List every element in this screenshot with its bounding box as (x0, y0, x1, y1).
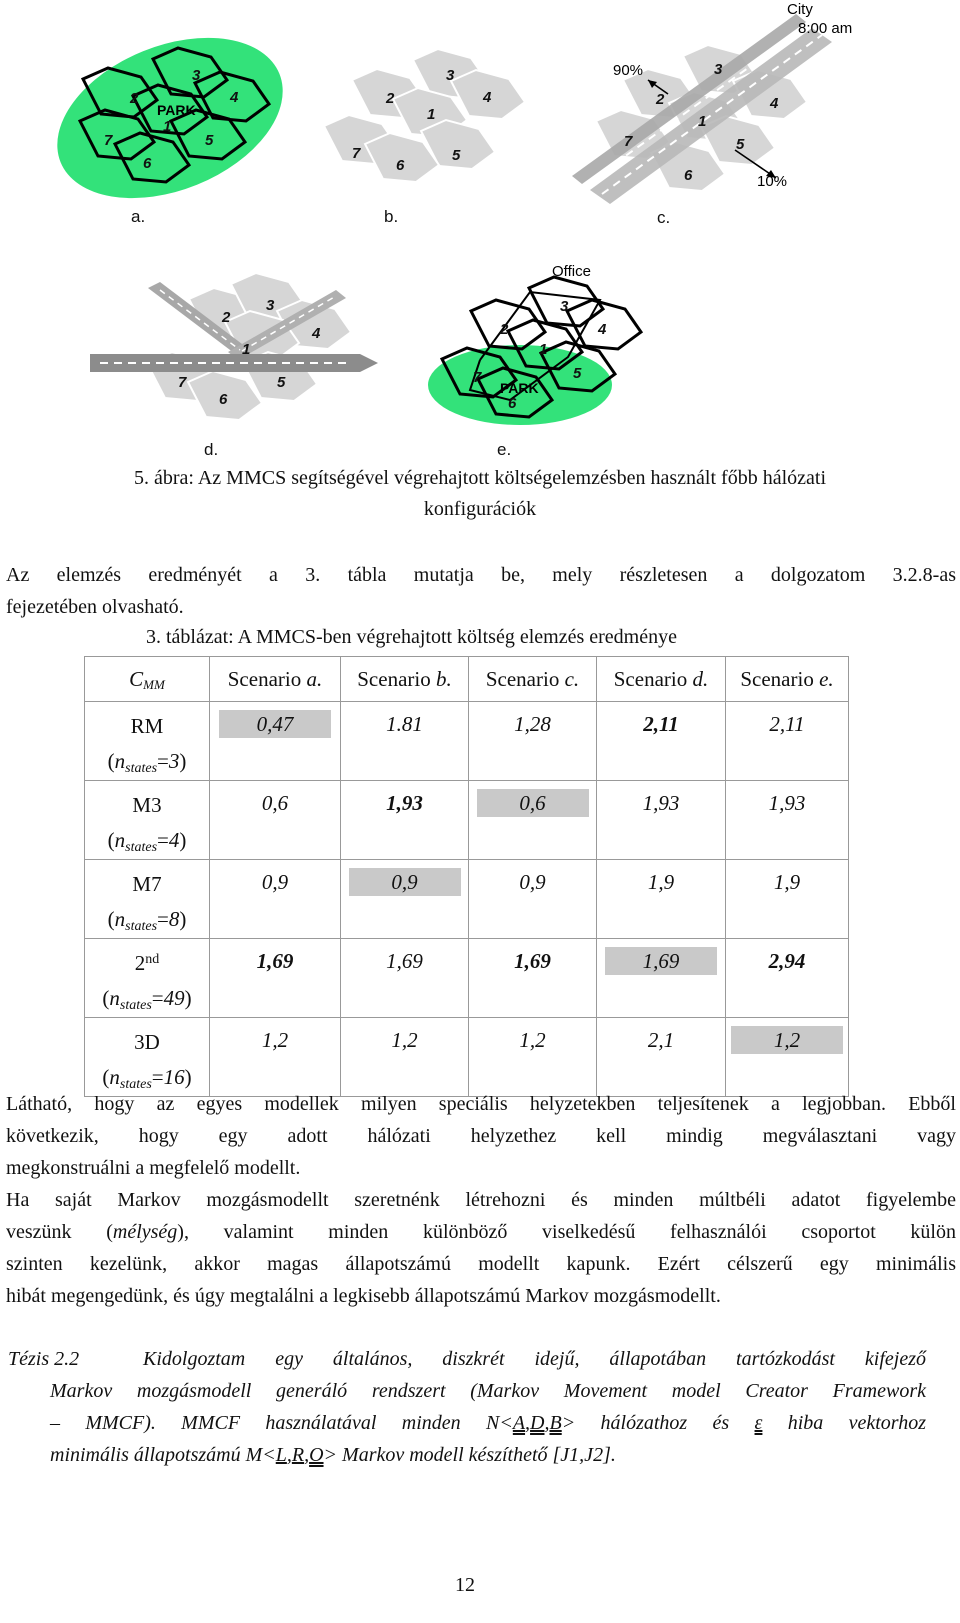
value-cell (597, 860, 726, 939)
symbol-A: A (512, 1412, 526, 1434)
model-label: M7 (132, 872, 162, 896)
cell-number: 1 (698, 113, 707, 130)
best-value: 1,69 (605, 947, 717, 975)
model-label: RM (130, 714, 164, 738)
model-label: M3 (132, 793, 162, 817)
results-table (84, 656, 849, 1097)
value-cell (726, 860, 849, 939)
table-row (85, 702, 849, 781)
value-cell (341, 860, 469, 939)
text-line: szinten kezelünk, akkor magas állapotszámú modellt kapunk. Ezért célszerű egy minimális (6, 1253, 956, 1275)
network-configurations-figure (0, 0, 960, 470)
text-line: következik, hogy egy adott hálózati helyzethez kell mindig megválasztani vagy (6, 1125, 956, 1147)
cost-value: 1,2 (519, 1028, 546, 1052)
cell-number: 2 (130, 90, 139, 107)
cost-value: 2,1 (647, 1028, 675, 1052)
value-cell (341, 781, 469, 860)
value-cell (726, 939, 849, 1018)
model-states: (nstates=8) (107, 907, 187, 934)
cost-value: 1,69 (386, 949, 423, 973)
n-sub: states (125, 761, 158, 776)
value-cell (469, 781, 597, 860)
cell-number: 7 (104, 132, 113, 149)
table-row (85, 1018, 849, 1097)
n-label: n (114, 749, 126, 773)
header-scenario-d (597, 657, 726, 702)
model-states: (nstates=4) (107, 828, 187, 855)
value-cell (469, 939, 597, 1018)
value-cell (210, 939, 341, 1018)
text-span: hiba vektorhoz (787, 1412, 927, 1434)
value-cell (341, 1018, 469, 1097)
best-value: 0,9 (349, 868, 461, 896)
model-cell (85, 702, 210, 781)
cell-number: 1 (427, 106, 436, 123)
panel-label-e: e. (497, 440, 512, 459)
cell-number: 4 (483, 89, 492, 106)
text-line: megkonstruálni a megfelelő modellt. (6, 1157, 301, 1179)
park-label: PARK (500, 380, 539, 396)
cost-value: 0,6 (261, 791, 289, 815)
model-cell (85, 1018, 210, 1097)
panel-a (34, 7, 307, 229)
n-label: n (114, 907, 126, 931)
n-label: n (109, 1065, 120, 1089)
header-scenario-b (341, 657, 469, 702)
table-caption: 3. táblázat: A MMCS-ben végrehajtott költség elemzés eredménye (146, 626, 677, 648)
scenario-prefix: Scenario (227, 666, 302, 691)
value-cell (597, 781, 726, 860)
figure-caption (0, 463, 960, 525)
cell-number: 2 (656, 91, 665, 108)
symbol-R: R (291, 1444, 305, 1466)
text-span: > Markov modell készíthető [J1,J2]. (323, 1444, 616, 1466)
text-line: fejezetében olvasható. (6, 596, 184, 618)
thesis-line: minimális állapotszámú M<L,R,O> Markov modell készíthető [J1,J2]. (50, 1444, 616, 1466)
cost-value: 1,9 (773, 870, 801, 894)
thesis-line: Markov mozgásmodell generáló rendszert (Markov Movement model Creator Framework (50, 1380, 926, 1402)
paragraph-1 (6, 1088, 956, 1184)
cell-number: 3 (192, 67, 201, 84)
cell-number: 4 (312, 325, 321, 342)
cost-value: 2,11 (769, 712, 805, 736)
scenario-id: d. (692, 666, 709, 691)
park-label: PARK (157, 102, 196, 118)
text-span: veszünk ( (6, 1221, 113, 1243)
scenario-id: c. (564, 666, 580, 691)
value-cell (210, 781, 341, 860)
corner-sub: MM (143, 676, 165, 692)
thesis-title: Tézis 2.2 (8, 1348, 80, 1370)
model-cell (85, 860, 210, 939)
cell-number: 1 (242, 341, 251, 358)
cost-value: 1,2 (261, 1028, 289, 1052)
cell-number: 6 (219, 391, 228, 408)
symbol-D: D (530, 1412, 545, 1434)
model-label: 3D (134, 1030, 160, 1054)
value-cell (469, 860, 597, 939)
header-scenario-a (210, 657, 341, 702)
panel-e (428, 263, 641, 425)
scenario-prefix: Scenario (485, 666, 560, 691)
caption-line: konfigurációk (423, 498, 537, 520)
table-row (85, 781, 849, 860)
model-states: (nstates=16) (102, 1065, 192, 1092)
office-label: Office (552, 263, 591, 280)
cell-number: 3 (446, 67, 455, 84)
cost-value: 1,93 (768, 791, 806, 815)
cost-value: 1,28 (514, 712, 551, 736)
model-states: (nstates=3) (107, 749, 187, 776)
model-name (85, 947, 209, 983)
header-scenario-c (469, 657, 597, 702)
panel-label-d: d. (204, 440, 219, 459)
cell-number: 6 (508, 395, 517, 412)
cell-number: 1 (539, 341, 548, 358)
value-cell (469, 1018, 597, 1097)
text-line: hibát megengedünk, és úgy megtalálni a legkisebb állapotszámú Markov mozgásmodellt. (6, 1285, 721, 1307)
cell-number: 5 (573, 365, 582, 382)
table-header-row (85, 657, 849, 702)
symbol-L: L (275, 1444, 287, 1466)
emphasis-depth: mélység (112, 1221, 178, 1243)
cell-number: 5 (277, 374, 286, 391)
n-value: 4 (168, 828, 180, 852)
value-cell (210, 702, 341, 781)
model-cell (85, 781, 210, 860)
cell-number: 2 (386, 90, 395, 107)
cell-number: 3 (560, 298, 569, 315)
n-value: 49 (163, 986, 185, 1010)
panel-label-b: b. (384, 207, 399, 226)
cost-value: 1.81 (386, 712, 423, 736)
text-line (6, 1216, 956, 1248)
model-name (85, 710, 209, 746)
panel-label-c: c. (657, 208, 671, 227)
n-sub: states (119, 1077, 152, 1092)
table-row (85, 939, 849, 1018)
cell-number: 5 (205, 132, 214, 149)
text-span: ), valamint minden különböző viselkedésű felhasználói csoportot külön (177, 1221, 956, 1243)
symbol-epsilon: ε (754, 1412, 763, 1434)
page-number: 12 (455, 1574, 475, 1596)
cell-number: 7 (624, 133, 633, 150)
n-sub: states (119, 998, 152, 1013)
cell-number: 4 (598, 321, 607, 338)
cost-value: 2,11 (643, 712, 679, 736)
cell-number: 7 (473, 369, 482, 386)
scenario-prefix: Scenario (613, 666, 688, 691)
n-sub: states (125, 919, 158, 934)
thesis-line: – MMCF). MMCF használatával minden N<A,D,B> hálózathoz és ε hiba vektorhoz (50, 1412, 927, 1434)
scenario-prefix: Scenario (740, 666, 814, 691)
cost-value: 1,69 (256, 949, 294, 973)
cell-number: 6 (396, 157, 405, 174)
n-value: 8 (168, 907, 180, 931)
cell-number: 7 (178, 374, 187, 391)
n-sub: states (125, 840, 158, 855)
time-label: 8:00 am (798, 20, 853, 37)
panel-label-a: a. (131, 207, 146, 226)
panel-b (324, 49, 525, 182)
cell-number: 3 (266, 297, 275, 314)
cost-value: 0,9 (261, 870, 289, 894)
value-cell (210, 1018, 341, 1097)
value-cell (726, 1018, 849, 1097)
value-cell (210, 860, 341, 939)
symbol-B: B (549, 1412, 562, 1434)
cell-number: 2 (500, 321, 509, 338)
text-line: Az elemzés eredményét a 3. tábla mutatja be, mely részletesen a dolgozatom 3.2.8-as (6, 564, 956, 586)
model-name (85, 1026, 209, 1062)
n-value: 3 (168, 749, 180, 773)
percent-90: 90% (613, 62, 644, 79)
cost-value: 2,94 (768, 949, 806, 973)
panel-d (90, 273, 378, 420)
n-label: n (109, 986, 120, 1010)
cost-value: 0,9 (519, 870, 546, 894)
model-cell (85, 939, 210, 1018)
cost-value: 1,93 (642, 791, 680, 815)
text-span: – MMCF). MMCF használatával minden N< (50, 1412, 513, 1434)
cell-number: 6 (143, 155, 152, 172)
best-value: 0,6 (477, 789, 589, 817)
corner-main: C (129, 666, 144, 691)
header-corner (85, 657, 210, 702)
cell-number: 7 (352, 145, 361, 162)
thesis-body (50, 1343, 926, 1471)
model-name (85, 789, 209, 825)
model-states: (nstates=49) (102, 986, 192, 1013)
caption-line: 5. ábra: Az MMCS segítségével végrehajtott költségelemzésben használt főbb hálózati (133, 467, 827, 489)
cost-value: 1,2 (391, 1028, 418, 1052)
text-span: > hálózathoz és (561, 1412, 730, 1434)
value-cell (597, 702, 726, 781)
table-body (85, 702, 849, 1097)
scenario-prefix: Scenario (357, 666, 431, 691)
cell-number: 4 (230, 89, 239, 106)
cost-value: 1,69 (514, 949, 551, 973)
value-cell (597, 939, 726, 1018)
city-label: City (787, 1, 813, 18)
panel-c (572, 1, 852, 204)
n-value: 16 (163, 1065, 185, 1089)
cell-number: 5 (736, 136, 745, 153)
percent-10: 10% (757, 173, 788, 190)
text-line: Ha saját Markov mozgásmodellt szeretnénk létrehozni és minden múltbéli adatot figyelembe (6, 1189, 956, 1211)
symbol-O: O (309, 1444, 324, 1466)
text-line: Látható, hogy az egyes modellek milyen speciális helyzetekben teljesítenek a legjobban. Ebből (6, 1093, 956, 1115)
model-label: 2 (134, 951, 146, 975)
cell-number: 5 (452, 147, 461, 164)
cell-number: 4 (770, 95, 779, 112)
model-name (85, 868, 209, 904)
model-sup: nd (145, 952, 160, 967)
scenario-id: b. (435, 666, 452, 691)
text-span: minimális állapotszámú M< (50, 1444, 276, 1466)
scenario-id: a. (306, 666, 323, 691)
best-value: 0,47 (219, 710, 331, 738)
cell-number: 3 (714, 61, 723, 78)
value-cell (726, 781, 849, 860)
value-cell (341, 939, 469, 1018)
scenario-id: e. (819, 666, 834, 691)
thesis-line: Kidolgoztam egy általános, diszkrét idejű, állapotában tartózkodást kifejező (143, 1348, 926, 1370)
value-cell (341, 702, 469, 781)
paragraph-2 (6, 1184, 956, 1312)
cell-number: 2 (222, 309, 231, 326)
cost-value: 1,93 (386, 791, 423, 815)
best-value: 1,2 (731, 1026, 843, 1054)
table-row (85, 860, 849, 939)
value-cell (469, 702, 597, 781)
intro-paragraph (6, 559, 956, 623)
value-cell (726, 702, 849, 781)
cell-number: 6 (684, 167, 693, 184)
cell-number: 1 (163, 118, 172, 135)
n-label: n (114, 828, 126, 852)
header-scenario-e (726, 657, 849, 702)
value-cell (597, 1018, 726, 1097)
cost-value: 1,9 (647, 870, 675, 894)
